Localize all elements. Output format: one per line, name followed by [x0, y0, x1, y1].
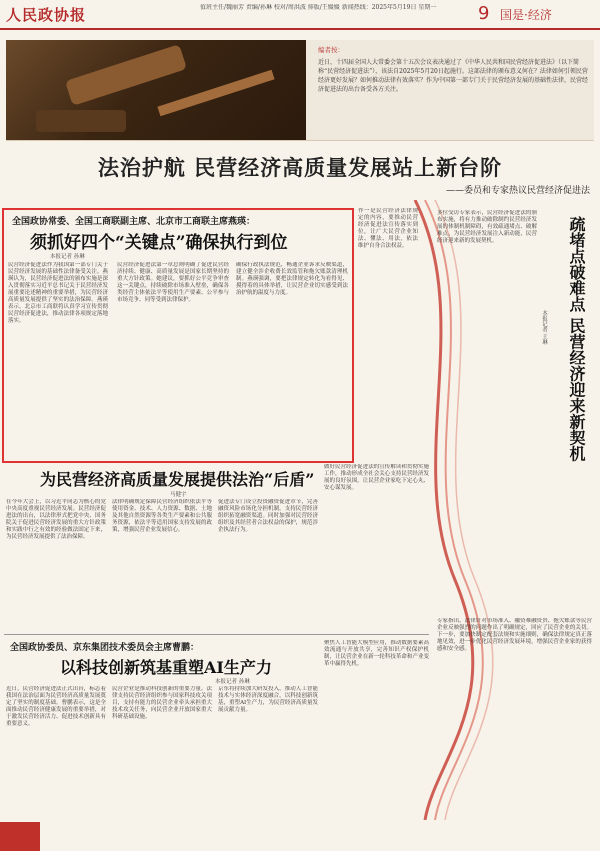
article1-title: 须抓好四个“关键点”确保执行到位 [30, 233, 288, 253]
gavel-head-shape [65, 44, 187, 106]
right-article-byline: 本报记者 王琳 [541, 310, 547, 345]
section-title: 国是·经济 [500, 8, 552, 22]
right-article-column: 专家指出，法律针对市场准入、融资难融资贵、拖欠账款等民营企业反映强烈的问题作出了明确规定，回应了民营企业的关切。下一步，要加快制定配套法规和实施细则，确保法律规定真正落地见效，进一步优化民营经济发展环境，增强民营企业家的获得感和安全感。 [437, 618, 592, 652]
article2-column: 做好民营经济促进法的宣传解读和贯彻实施工作，推动形成全社会关心支持民营经济发展的良好氛围，让民营企业家吃下定心丸、安心谋发展。 [324, 464, 429, 491]
article2-column: 法律明确规定保障民营经济组织依法平等使用资金、技术、人力资源、数据、土地及其他自然资源等各类生产要素和公共服务资源，依法平等适用国家支持发展的政策，增强民营企业发展信心。 [112, 499, 212, 533]
editor-note-text: 近日，十四届全国人大常委会第十五次会议表决通过了《中华人民共和国民营经济促进法》（以下简称“民营经济促进法”），该法自2025年5月20日起施行。这部法律的颁布意义何在？法律如何引领民营经济更好发展？如何推动法律有效落实？作为中国第一部专门关于民营经济发展的基础性法律，民营经济促进法的出台备受各方关注。 [318, 59, 589, 93]
article1-byline: 本报记者 孙琳 [50, 254, 85, 260]
right-article-column: 多位受访专家表示，民营经济促进法的颁布实施，将有力推动破除制约民营经济发展的体制机制障碍，有效疏通堵点、破解难点，为民营经济发展注入新动能，民营经济迎来新的发展契机。 [437, 210, 537, 244]
corner-tab [0, 822, 40, 851]
page-number: 9 [478, 3, 490, 24]
right-article-title: 疏堵点破难点 民营经济迎来新契机 [567, 216, 586, 462]
article1-kicker: 全国政协常委、全国工商联副主席、北京市工商联主席燕瑛： [12, 217, 256, 227]
editor-note-label: 编者按： [318, 46, 344, 54]
continued-column: 作一是民营经济法律规定的内容，要推动民营经济促进法宣传落实到位，让广大民营企业知法、懂法、用法，依法维护自身合法权益。 [358, 208, 418, 249]
newspaper-logo: 人民政协报 [6, 6, 87, 24]
article3-title: 以科技创新筑基重塑AI生产力 [60, 658, 272, 677]
article3-byline: 本报记者 孙琳 [215, 679, 250, 685]
article2-byline: 马健宇 [170, 492, 187, 498]
masthead-info: 值班主任/魏丽芳 责编/孙琳 校对/周洪波 排版/王媛媛 新闻热线：2025年5月19日 星期一 [200, 4, 437, 11]
article1-column: 民营经济促进法第一章总则明确了促进民营经济持续、健康、高质量发展是国家长期坚持的重大方针政策。她建议，要抓好公平竞争审查这一关键点，持续破除市场准入壁垒，确保各类经营主体依法平等使用生产要素、公平参与市场竞争、同等受到法律保护。 [117, 262, 229, 303]
page-headline: 法治护航 民营经济高质量发展站上新台阶 [97, 155, 503, 180]
article2-column: 在今年大会上，以习近平同志为核心的党中央高度重视民营经济发展。民营经济促进法的出台，以法律形式把党中央、国务院关于促进民营经济发展的重大方针政策和实践中行之有效的经验做法固定下来，为民营经济发展提供了法治保障。 [6, 499, 106, 540]
article3-column: 京东将持续加大研发投入，推动人工智能技术与实体经济深度融合，以科技创新筑基，重塑AI生产力，为民营经济高质量发展贡献力量。 [218, 686, 318, 713]
section-divider [4, 634, 429, 635]
article3-kicker: 全国政协委员、京东集团技术委员会主席曹鹏： [10, 643, 200, 653]
gavel-photo [6, 40, 306, 140]
gavel-handle-shape [157, 70, 274, 117]
article1-column: 确保行政执法规范，畅通企业诉求反映渠道，建立健全涉企收费长效监管和拖欠账款清理机制。燕瑛强调，要把法律规定转化为看得见、摸得着的具体举措，让民营企业切实感受到法治护航的温度与力度。 [236, 262, 348, 296]
article2-column: 促进法专门设立投资融资促进章节，完善融资风险市场化分担机制，支持民营经济组织拓宽融资渠道。同时加强对民营经济组织及其经营者合法权益的保护，规范涉企执法行为。 [218, 499, 318, 533]
article3-column: 民营企业是推动科技创新的重要力量。法律支持民营经济组织参与国家科技攻关项目，支持有能力的民营企业牵头承担重大技术攻关任务，向民营企业开放国家重大科研基础设施。 [112, 686, 212, 720]
article1-column: 民营经济促进法作为我国第一部专门关于民营经济发展的基础性法律备受关注。燕瑛认为，民营经济促进法的颁布实施是深入贯彻落实习近平总书记关于民营经济发展重要论述精神的重要举措，为民营经济高质量发展提供了坚实的法治保障。燕瑛表示，北京市工商联将认真学习宣传贯彻民营经济促进法，推动法律各项规定落地落实。 [8, 262, 108, 324]
article3-column: 聚焦人工智能大模型应用，推动数据要素高效流通与开放共享，完善知识产权保护机制，让民营企业在新一轮科技革命和产业变革中赢得先机。 [324, 640, 429, 667]
sound-block-shape [36, 110, 126, 132]
article2-title: 为民营经济高质量发展提供法治“后盾” [40, 470, 315, 489]
article3-column: 近日，民营经济促进法正式出台，标志着我国在法治层面为民营经济高质量发展奠定了坚实的制度基础。曹鹏表示，这是全面推动民营经济健康发展的重要举措，对于激发民营经济活力、促进技术创新具有重要意义。 [6, 686, 106, 727]
page-subheadline: ——委员和专家热议民营经济促进法 [445, 186, 590, 196]
